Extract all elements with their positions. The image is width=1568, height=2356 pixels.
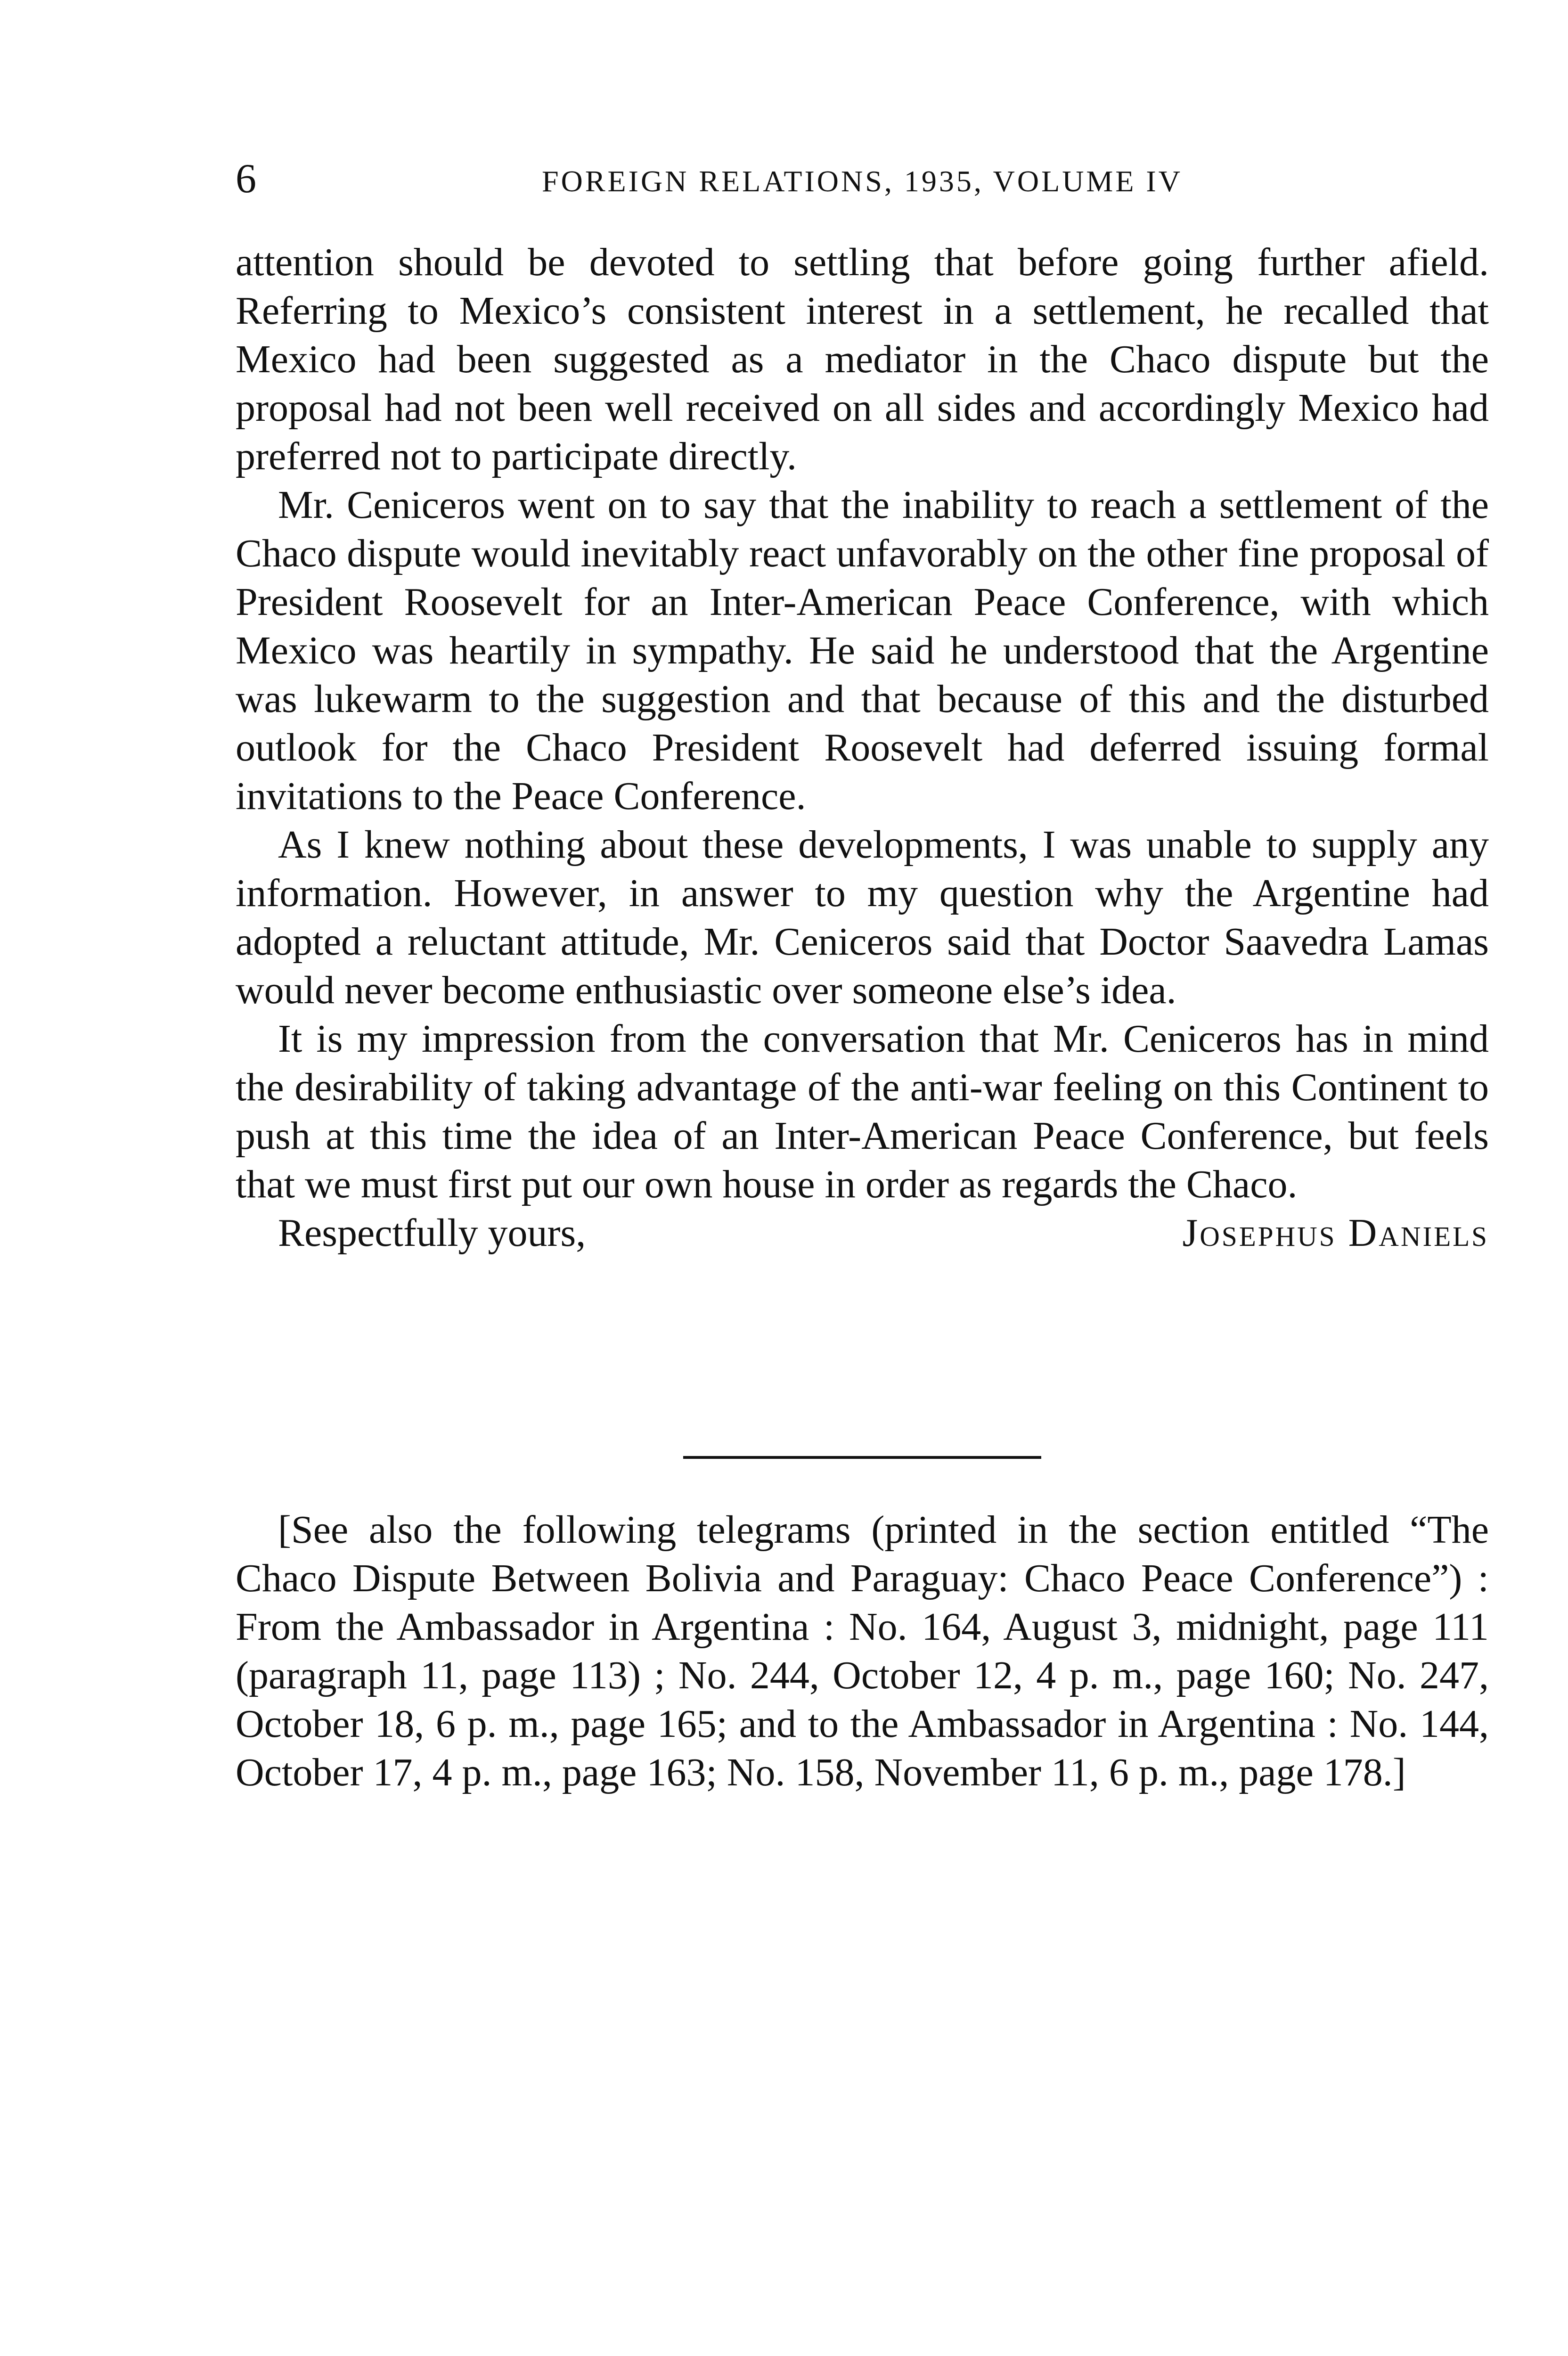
- paragraph: Mr. Ceniceros went on to say that the inability to reach a settlement of the Chaco dispute would inevitably react unfavorably on the other fine proposal of President Roosevelt for an Inter-American Peace Conference, with which Mexico was heartily in sympathy. He said he understood that the Argentine was lukewarm to the suggestion and that because of this and the disturbed outlook for the Chaco President Roosevelt had deferred issuing formal invitations to the Peace Conference.: [236, 483, 1489, 818]
- running-head: FOREIGN RELATIONS, 1935, VOLUME IV: [542, 164, 1183, 198]
- letter-closing: [236, 1209, 1489, 1257]
- section-divider: [683, 1456, 1041, 1459]
- paragraph: It is my impression from the conversation that Mr. Ceniceros has in mind the desirability of taking advantage of the anti-war feeling on this Continent to push at this time the idea of an Inter-American Peace Conference, but feels that we must first put our own house in order as regards the Chaco.: [236, 1017, 1489, 1206]
- editorial-note: [See also the following telegrams (printed in the section entitled “The Chaco Dispute Between Bolivia and Paraguay: Chaco Peace Conference”) : From the Ambassador in Argentina : No. 164, August 3, midnight, page 111 (paragraph 11, page 113) ; No. 244, October 12, 4 p. m., page 160; No. 247, October 18, 6 p. m., page 165; and to the Ambassador in Argentina : No. 144, October 17, 4 p. m., page 163; No. 158, November 11, 6 p. m., page 178.]: [236, 1508, 1489, 1794]
- valediction: Respectfully yours,: [278, 1211, 586, 1255]
- page-header: [236, 155, 1489, 212]
- page-number: 6: [236, 156, 256, 202]
- letter-body: [236, 238, 1489, 1257]
- paragraph: As I knew nothing about these developments, I was unable to supply any information. However, in answer to my question why the Argentine had adopted a reluctant attitude, Mr. Ceniceros said that Doctor Saavedra Lamas would never become enthusiastic over someone else’s idea.: [236, 823, 1489, 1012]
- paragraph-continued: attention should be devoted to settling that before going further afield. Referring to Mexico’s consistent interest in a settlement, he recalled that Mexico had been suggested as a mediator in the Chaco dispute but the proposal had not been well received on all sides and accordingly Mexico had preferred not to participate directly.: [236, 240, 1489, 478]
- signature: Josephus Daniels: [1182, 1211, 1489, 1255]
